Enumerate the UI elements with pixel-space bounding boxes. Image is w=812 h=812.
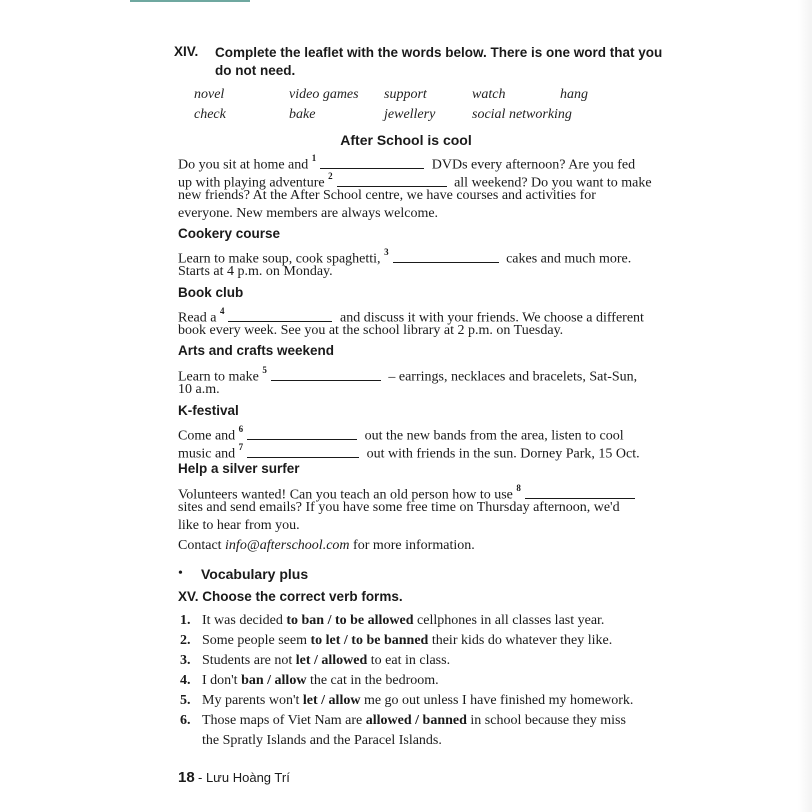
blank-number: 6	[238, 424, 244, 434]
blank-number: 3	[384, 247, 389, 257]
word-option: hang	[560, 87, 588, 102]
verb-choice[interactable]: to let / to be banned	[310, 633, 429, 648]
section-heading-cookery: Cookery course	[178, 226, 281, 241]
answer-blank[interactable]	[247, 427, 357, 440]
verb-choice[interactable]: ban / allow	[241, 673, 307, 688]
verb-choice[interactable]: let / allowed	[295, 653, 368, 668]
question-text: My parents won't let / allow me go out unless I have finished my homework.	[202, 693, 634, 708]
question-text: It was decided to ban / to be allowed cellphones in all classes last year.	[202, 613, 605, 628]
page-number: 18	[178, 769, 195, 786]
word-option: watch	[472, 87, 506, 102]
cookery-line-1: Learn to make soup, cook spaghetti, $^3$ cakes and much more.	[178, 247, 632, 267]
word-option: novel	[194, 87, 225, 102]
word-option: check	[194, 107, 226, 122]
blank-number: 1	[311, 153, 317, 163]
word-option: video games	[289, 87, 359, 102]
arts-line-2: 10 a.m.	[178, 382, 220, 397]
silver-line-3: like to hear from you.	[178, 518, 300, 533]
word-option: social networking	[472, 107, 572, 122]
silver-line-1: Volunteers wanted! Can you teach an old person how to use $^8$	[178, 481, 639, 505]
exercise-15-heading: XV. Choose the correct verb forms.	[178, 589, 403, 604]
question-number: 1.	[180, 613, 191, 628]
blank-number: 5	[262, 365, 267, 375]
blank-number: 7	[238, 442, 244, 452]
blank-number: 4	[219, 306, 225, 316]
cookery-line-2: Starts at 4 p.m. on Monday.	[178, 264, 333, 279]
blank-number: 8	[516, 483, 521, 493]
answer-blank[interactable]	[247, 445, 359, 458]
author-name: - Lưu Hoàng Trí	[198, 770, 290, 785]
verb-choice[interactable]: to ban / to be allowed	[286, 613, 414, 628]
question-number: 6.	[180, 713, 191, 728]
exercise-14-instruction: Complete the leaflet with the words below. There is one word that you do not need.	[215, 45, 663, 78]
answer-blank[interactable]	[271, 368, 381, 381]
question-number: 2.	[180, 633, 191, 648]
book-line-1: Read a $^4$ and discuss it with your friends. We choose a different	[178, 306, 644, 326]
intro-line-2: up with playing adventure $^2$ all weekend? Do you want to make	[178, 171, 652, 191]
contact-email[interactable]: info@afterschool.com	[225, 538, 350, 553]
answer-blank[interactable]	[525, 486, 635, 499]
section-heading-arts: Arts and crafts weekend	[178, 343, 335, 358]
section-heading-book-club: Book club	[178, 285, 244, 300]
question-text: Students are not let / allowed to eat in class.	[202, 653, 451, 668]
exercise-14-number: XIV.	[174, 44, 199, 59]
vocabulary-plus-heading: Vocabulary plus	[201, 566, 309, 582]
question-number: 4.	[180, 673, 191, 688]
intro-line-3: new friends? At the After School centre, we have courses and activities for	[178, 188, 596, 203]
kfest-line-1: Come and $^6$ out the new bands from the area, listen to cool	[178, 424, 624, 444]
silver-line-2: sites and send emails? If you have some free time on Thursday afternoon, we'd	[178, 500, 620, 515]
question-number: 3.	[180, 653, 191, 668]
leaflet-title: After School is cool	[340, 132, 472, 148]
verb-choice[interactable]: let / allow	[302, 693, 361, 708]
section-heading-silver-surfer: Help a silver surfer	[178, 461, 300, 476]
arts-line-1: Learn to make $^5$ – earrings, necklaces and bracelets, Sat-Sun,	[178, 365, 638, 385]
intro-line-4: everyone. New members are always welcome.	[178, 206, 439, 221]
answer-blank[interactable]	[320, 156, 424, 169]
book-line-2: book every week. See you at the school library at 2 p.m. on Tuesday.	[178, 323, 564, 338]
contact-line: Contact info@afterschool.com for more information.	[178, 538, 475, 553]
intro-line-1: Do you sit at home and $^1$ DVDs every afternoon? Are you fed	[178, 153, 636, 173]
question-text: I don't ban / allow the cat in the bedroom.	[202, 673, 439, 688]
word-option: jewellery	[384, 107, 436, 122]
answer-blank[interactable]	[337, 174, 447, 187]
word-option: bake	[289, 107, 316, 122]
question-text-continued: the Spratly Islands and the Paracel Islands.	[202, 733, 442, 748]
answer-blank[interactable]	[228, 309, 332, 322]
kfest-line-2: music and $^7$ out with friends in the sun. Dorney Park, 15 Oct.	[178, 442, 640, 462]
bullet-icon: •	[178, 566, 183, 581]
word-option: support	[384, 87, 427, 102]
section-heading-kfestival: K-festival	[178, 403, 239, 418]
question-number: 5.	[180, 693, 191, 708]
question-text: Those maps of Viet Nam are allowed / banned in school because they miss	[202, 713, 626, 728]
verb-choice[interactable]: allowed / banned	[365, 713, 467, 728]
answer-blank[interactable]	[393, 250, 499, 263]
question-text: Some people seem to let / to be banned their kids do whatever they like.	[202, 633, 613, 648]
blank-number: 2	[328, 171, 333, 181]
